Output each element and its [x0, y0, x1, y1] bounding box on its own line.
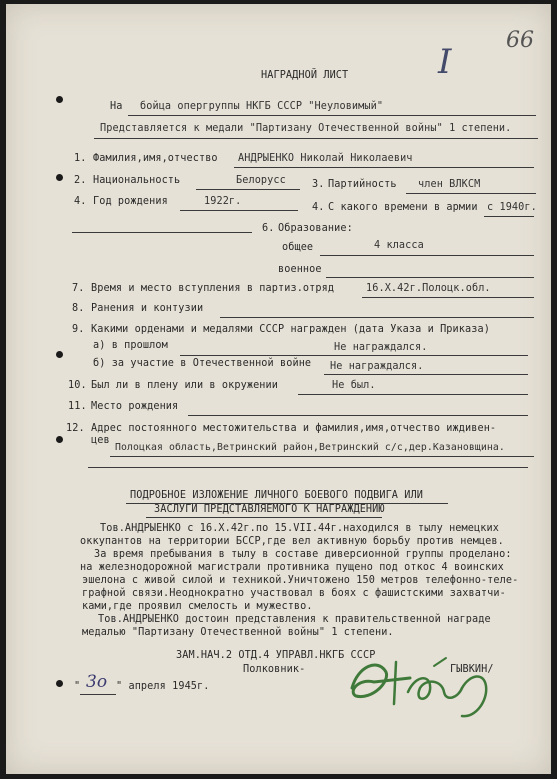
punch-hole [56, 351, 63, 358]
field-10-value: Не был. [332, 380, 376, 391]
field-9-label: Какими орденами и медалями СССР награжден (дата Указа и Приказа) [91, 324, 490, 335]
body-line: За время пребывания в тылу в составе диверсионной группы проделано: [94, 549, 512, 560]
field-5-num: 4. [312, 202, 325, 213]
punch-hole [56, 96, 63, 103]
field-4-value: 1922г. [204, 196, 242, 207]
field-10-label: Был ли в плену или в окружении [91, 380, 279, 391]
signatory-position: ЗАМ.НАЧ.2 ОТД.4 УПРАВЛ.НКГБ СССР [176, 650, 376, 661]
field-8-label: Ранения и контузии [91, 303, 204, 314]
field-1-label: Фамилия,имя,отчество [93, 153, 218, 164]
awards-war-value: Не награждался. [330, 361, 424, 372]
field-7-label: Время и место вступления в партиз.отряд [91, 283, 335, 294]
field-7-num: 7. [72, 283, 85, 294]
roman-numeral-annotation: I [438, 42, 452, 82]
awards-past-value: Не награждался. [334, 342, 428, 353]
field-6-label: Образование: [278, 223, 353, 234]
body-line: ками,где проявил смелость и мужество. [82, 601, 313, 612]
awards-past-label: а) в прошлом [93, 340, 168, 351]
field-4-num: 4. [74, 196, 87, 207]
body-line: эшелона с живой силой и техникой.Уничтожено 150 метров телефонно-теле- [82, 575, 519, 586]
handwritten-signature [334, 644, 504, 724]
signatory-name: ГЫВКИН/ [450, 664, 494, 675]
awards-war-label: б) за участие в Отечественной войне [93, 358, 312, 369]
section-title-line-1: ПОДРОБНОЕ ИЗЛОЖЕНИЕ ЛИЧНОГО БОЕВОГО ПОДВИГА ИЛИ [130, 490, 423, 501]
field-2-value: Белорусс [236, 175, 286, 186]
body-line: на железнодорожной магистрали противника пущено под откос 4 воинских [80, 562, 504, 573]
education-general-label: общее [282, 242, 314, 253]
page-number-annotation: 66 [506, 28, 534, 53]
field-12-value: Полоцкая область,Ветринский район,Ветринский с/с,дер.Казановщина. [115, 442, 505, 453]
to-value: бойца опергруппы НКГБ СССР "Неуловимый" [140, 101, 384, 112]
body-line: оккупантов на территории БССР,где вел активную борьбу против немцев. [80, 536, 504, 547]
to-prefix: На [110, 101, 123, 112]
body-line: Тов.АНДРЫЕНКО достоин представления к правительственной награде [98, 614, 491, 625]
field-3-num: 3. [312, 179, 325, 190]
punch-hole [56, 436, 63, 443]
date-open-quote: " [74, 681, 81, 692]
field-2-num: 2. [74, 175, 87, 186]
section-title-line-2: ЗАСЛУГИ ПРЕДСТАВЛЯЕМОГО К НАГРАЖДЕНИЮ [154, 504, 385, 515]
body-line: медалью "Партизану Отечественной войны" 1 степени. [82, 627, 394, 638]
presented-for: Представляется к медали "Партизану Отечественной войны" 1 степени. [100, 123, 512, 134]
punch-hole [56, 174, 63, 181]
field-12-label: Адрес постоянного местожительства и фамилия,имя,отчество иждивен- [91, 423, 497, 434]
field-12-label-cont: цев [91, 435, 110, 446]
field-5-value: с 1940г. [487, 202, 537, 213]
education-general-value: 4 класса [374, 240, 424, 251]
document-page [6, 4, 551, 774]
field-11-num: 11. [68, 401, 87, 412]
body-line: Тов.АНДРЫЕНКО с 16.X.42г.по 15.VII.44г.находился в тылу немецких [100, 523, 499, 534]
punch-hole [56, 680, 63, 687]
field-9-num: 9. [72, 324, 85, 335]
field-3-label: Партийность [328, 179, 397, 190]
field-1-num: 1. [74, 153, 87, 164]
field-2-label: Национальность [93, 175, 181, 186]
date-month-year: " апреля 1945г. [116, 681, 210, 692]
field-6-num: 6. [262, 223, 275, 234]
field-11-label: Место рождения [91, 401, 179, 412]
field-8-num: 8. [72, 303, 85, 314]
field-7-value: 16.X.42г.Полоцк.обл. [366, 283, 491, 294]
document-title: НАГРАДНОЙ ЛИСТ [261, 70, 349, 81]
field-10-num: 10. [68, 380, 87, 391]
signatory-rank: Полковник- [243, 664, 306, 675]
field-5-label: С какого времени в армии [328, 202, 478, 213]
body-line: графной связи.Неоднократно участвовал в боях с фашистскими захватчи- [82, 588, 506, 599]
education-military-label: военное [278, 264, 322, 275]
field-3-value: член ВЛКСМ [418, 179, 481, 190]
field-4-label: Год рождения [93, 196, 168, 207]
date-day: 3о [86, 672, 108, 692]
field-1-value: АНДРЫЕНКО Николай Николаевич [238, 153, 413, 164]
field-12-num: 12. [66, 423, 85, 434]
